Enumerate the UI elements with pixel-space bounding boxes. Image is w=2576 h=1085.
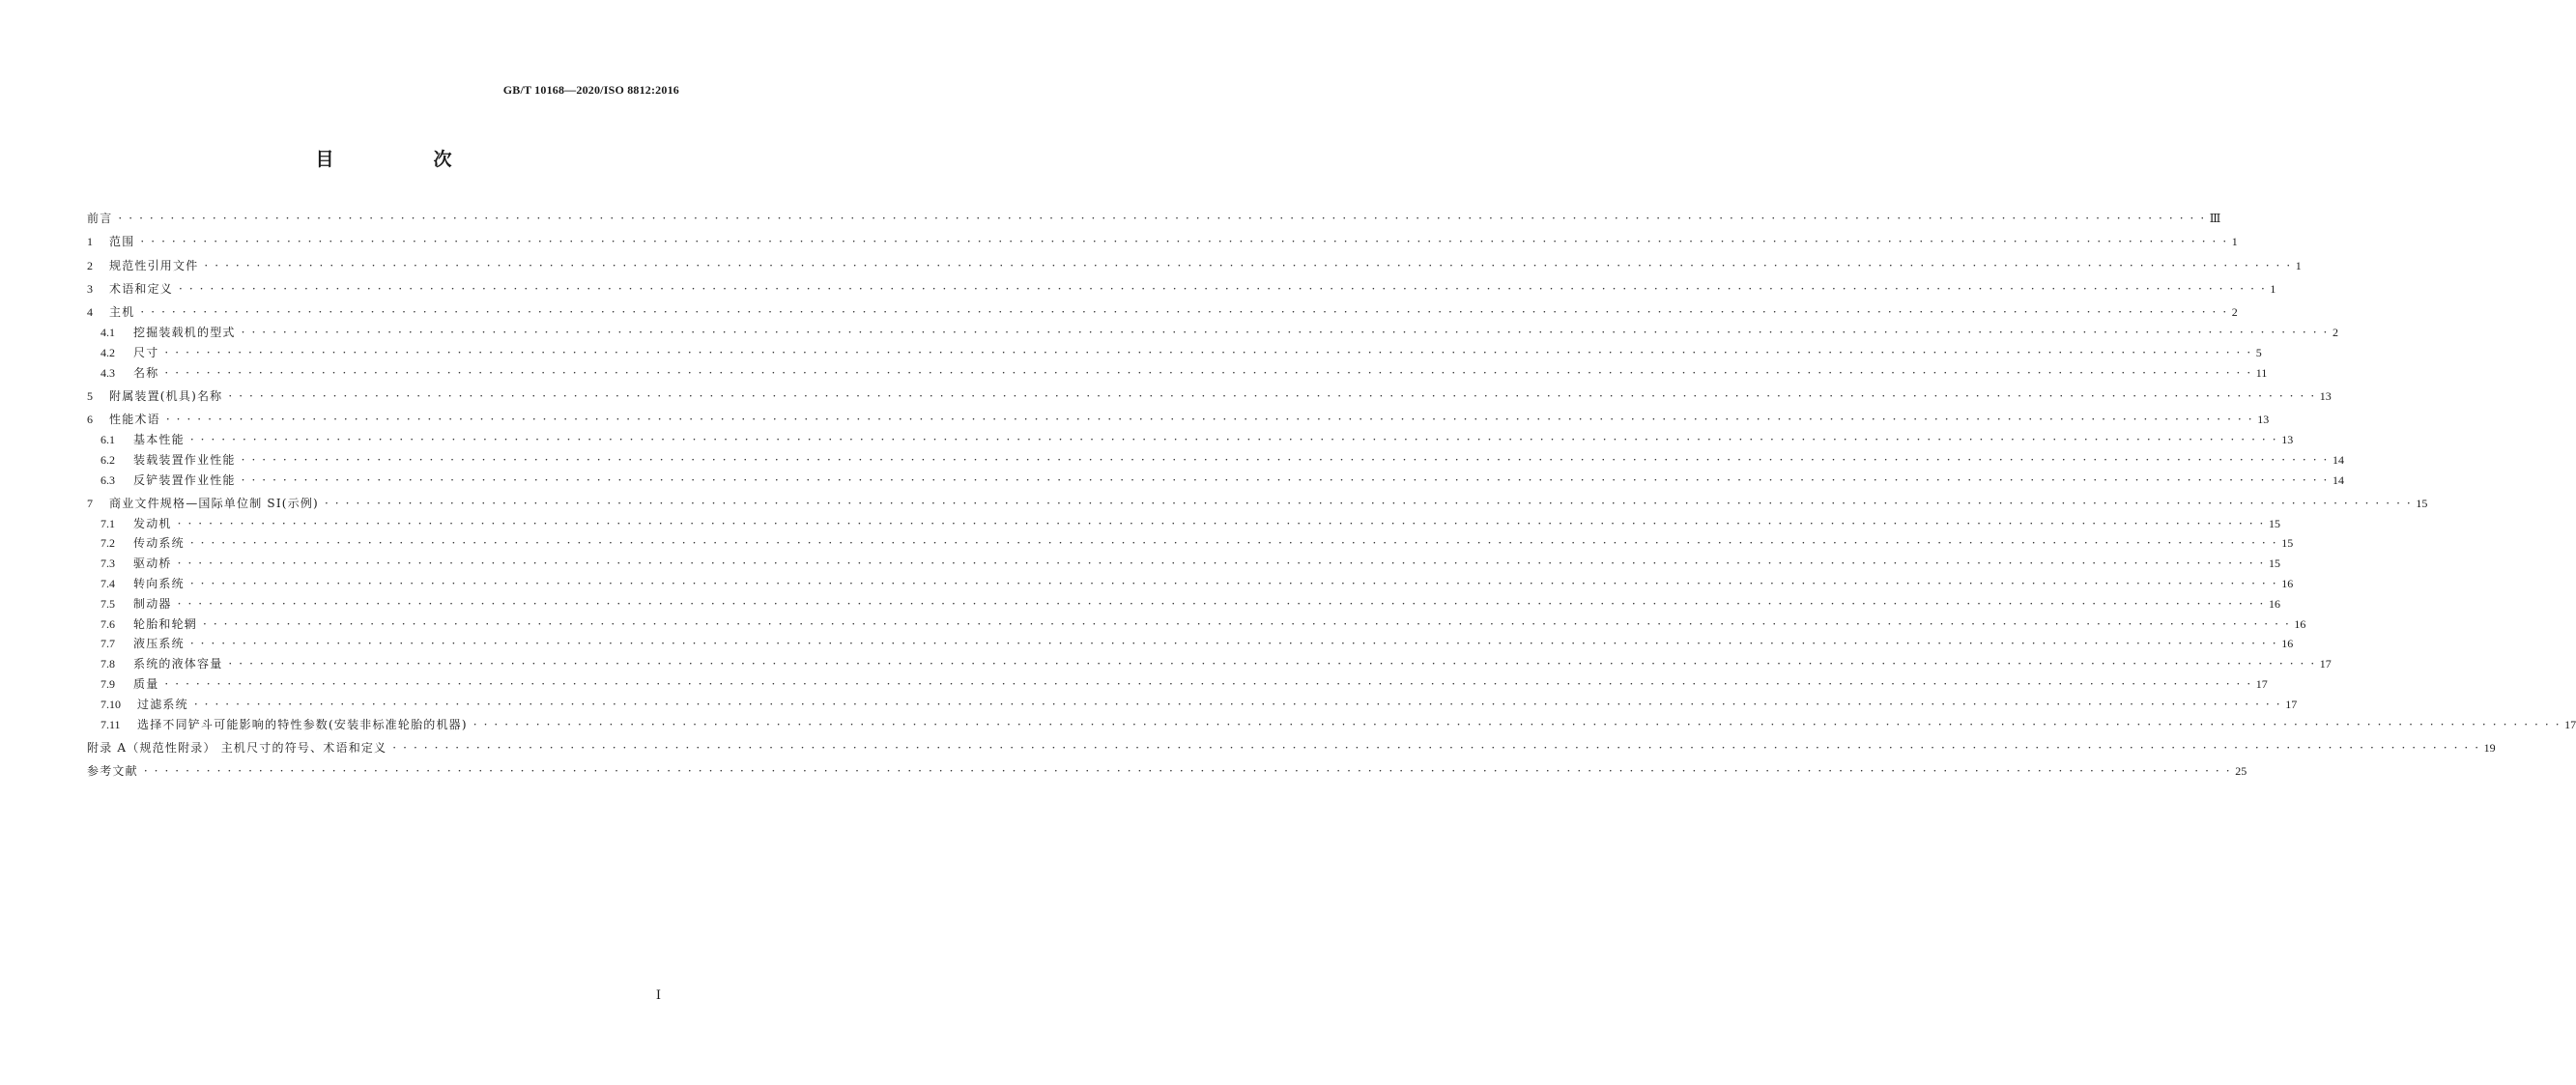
toc-leader-dots: · · · · · · · · · · · · · · · · · · · · · · · · · · · · · · · · · · · · · · · · · · · · · · · · · · · · · · · · · · · · · · · · · · · · · · · · · · · · · · · · · · · · · · · · · · · · · · · · · · · · · · · · · · · · · · · · · · · · · · · · · · · · · · · · · · · · · · · · · · · · · · · · · · · · · · · · · · · · · · · · · · · · · · · · · · · · · · · · · · · · · · · · · · · · · · · · · · · · · · · · [228,388,2316,403]
toc-leader-dots: · · · · · · · · · · · · · · · · · · · · · · · · · · · · · · · · · · · · · · · · · · · · · · · · · · · · · · · · · · · · · · · · · · · · · · · · · · · · · · · · · · · · · · · · · · · · · · · · · · · · · · · · · · · · · · · · · · · · · · · · · · · · · · · · · · · · · · · · · · · · · · · · · · · · · · · · · · · · · · · · · · · · · · · · · · · · · · · · · · · · · · · · · · · · · · · · · · · · · · · · [228,657,2316,671]
toc-entry-bibliography[interactable] [87,761,2247,782]
toc-entry-7-1[interactable] [87,514,2280,534]
toc-entry-number: 1 [87,235,93,249]
toc-entry-page: Ⅲ [2209,212,2221,225]
toc-entry-5[interactable] [87,386,2332,407]
toc-entry-number: 7.7 [100,637,115,651]
toc-entry-label: 挖掘装载机的型式 [133,325,236,339]
toc-entry-number: 6.1 [100,432,115,446]
toc-entry-page: 17 [2255,677,2268,692]
toc-leader-dots: · · · · · · · · · · · · · · · · · · · · · · · · · · · · · · · · · · · · · · · · · · · · · · · · · · · · · · · · · · · · · · · · · · · · · · · · · · · · · · · · · · · · · · · · · · · · · · · · · · · · · · · · · · · · · · · · · · · · · · · · · · · · · · · · · · · · · · · · · · · · · · · · · · · · · · · · · · · · · · · · · · · · · · · · · · · · · · · · · · · · · · · · · · · · · · · · · · · · · · · · [189,577,2278,591]
toc-entry-page: 15 [2268,516,2280,530]
toc-entry-label: 尺寸 [133,345,159,359]
toc-leader-dots: · · · · · · · · · · · · · · · · · · · · · · · · · · · · · · · · · · · · · · · · · · · · · · · · · · · · · · · · · · · · · · · · · · · · · · · · · · · · · · · · · · · · · · · · · · · · · · · · · · · · · · · · · · · · · · · · · · · · · · · · · · · · · · · · · · · · · · · · · · · · · · · · · · · · · · · · · · · · · · · · · · · · · · · · · · · · · · · · · · · · · · · · · · · · · · · · · · · · · · · · [189,637,2278,651]
toc-leader-dots: · · · · · · · · · · · · · · · · · · · · · · · · · · · · · · · · · · · · · · · · · · · · · · · · · · · · · · · · · · · · · · · · · · · · · · · · · · · · · · · · · · · · · · · · · · · · · · · · · · · · · · · · · · · · · · · · · · · · · · · · · · · · · · · · · · · · · · · · · · · · · · · · · · · · · · · · · · · · · · · · · · · · · · · · · · · · · · · · · · · · · · · · · · · · · · · · · · · · · · · · [164,677,2252,692]
toc-entry-number: 7.4 [100,577,115,591]
toc-entry-page: 2 [2332,325,2338,339]
toc-entry-7-2[interactable] [87,533,2294,554]
toc-leader-dots: · · · · · · · · · · · · · · · · · · · · · · · · · · · · · · · · · · · · · · · · · · · · · · · · · · · · · · · · · · · · · · · · · · · · · · · · · · · · · · · · · · · · · · · · · · · · · · · · · · · · · · · · · · · · · · · · · · · · · · · · · · · · · · · · · · · · · · · · · · · · · · · · · · · · · · · · · · · · · · · · · · · · · · · · · · · · · · · · · · · · · · · · · · · · · · · · · · · · · · · · [193,697,2282,711]
toc-entry-label: 液压系统 [133,637,185,651]
toc-entry-number: 2 [87,258,93,272]
toc-leader-dots: · · · · · · · · · · · · · · · · · · · · · · · · · · · · · · · · · · · · · · · · · · · · · · · · · · · · · · · · · · · · · · · · · · · · · · · · · · · · · · · · · · · · · · · · · · · · · · · · · · · · · · · · · · · · · · · · · · · · · · · · · · · · · · · · · · · · · · · · · · · · · · · · · · · · · · · · · · · · · · · · · · · · · · · · · · · · · · · · · · · · · · · · · · · · · · · · · · · · · · · · [203,616,2291,631]
toc-leader-dots: · · · · · · · · · · · · · · · · · · · · · · · · · · · · · · · · · · · · · · · · · · · · · · · · · · · · · · · · · · · · · · · · · · · · · · · · · · · · · · · · · · · · · · · · · · · · · · · · · · · · · · · · · · · · · · · · · · · · · · · · · · · · · · · · · · · · · · · · · · · · · · · · · · · · · · · · · · · · · · · · · · · · · · · · · · · · · · · · · · · · · · · · · · · · · · · · · · · · · · · · [118,212,2206,225]
toc-entry-number: 7.11 [100,717,121,731]
toc-entry-page: 17 [2285,697,2298,711]
toc-leader-dots: · · · · · · · · · · · · · · · · · · · · · · · · · · · · · · · · · · · · · · · · · · · · · · · · · · · · · · · · · · · · · · · · · · · · · · · · · · · · · · · · · · · · · · · · · · · · · · · · · · · · · · · · · · · · · · · · · · · · · · · · · · · · · · · · · · · · · · · · · · · · · · · · · · · · · · · · · · · · · · · · · · · · · · · · · · · · · · · · · · · · · · · · · · · · · · · · · · · · · · · · [164,365,2252,380]
toc-entry-number: 7.6 [100,616,115,631]
toc-leader-dots: · · · · · · · · · · · · · · · · · · · · · · · · · · · · · · · · · · · · · · · · · · · · · · · · · · · · · · · · · · · · · · · · · · · · · · · · · · · · · · · · · · · · · · · · · · · · · · · · · · · · · · · · · · · · · · · · · · · · · · · · · · · · · · · · · · · · · · · · · · · · · · · · · · · · · · · · · · · · · · · · · · · · · · · · · · · · · · · · · · · · · · · · · · · · · · · · · · · · · · · · [392,740,2480,755]
toc-entry-label: 基本性能 [133,432,185,446]
toc-entry-label: 附属装置(机具)名称 [109,388,223,403]
toc-entry-label: 装载装置作业性能 [133,452,236,467]
toc-entry-4-2[interactable] [87,343,2262,363]
toc-leader-dots: · · · · · · · · · · · · · · · · · · · · · · · · · · · · · · · · · · · · · · · · · · · · · · · · · · · · · · · · · · · · · · · · · · · · · · · · · · · · · · · · · · · · · · · · · · · · · · · · · · · · · · · · · · · · · · · · · · · · · · · · · · · · · · · · · · · · · · · · · · · · · · · · · · · · · · · · · · · · · · · · · · · · · · · · · · · · · · · · · · · · · · · · · · · · · · · · · · · · · · · · [179,281,2267,296]
toc-entry-number: 4 [87,305,93,320]
toc-entry-page: 13 [2281,432,2294,446]
toc-entry-7-9[interactable] [87,674,2268,695]
toc-entry-page: 16 [2281,637,2294,651]
toc-entry-7-10[interactable] [87,695,2298,715]
toc-entry-6-2[interactable] [87,450,2344,471]
toc-entry-6[interactable] [87,410,2270,430]
toc-entry-6-3[interactable] [87,471,2344,491]
toc-entry-4-3[interactable] [87,363,2268,384]
toc-entry-label: 发动机 [133,516,172,530]
toc-entry-label: 质量 [133,677,159,692]
toc-entry-7-4[interactable] [87,574,2294,594]
toc-entry-label: 名称 [133,365,159,380]
toc-entry-page: 2 [2231,305,2238,320]
toc-entry-label: 反铲装置作业性能 [133,472,236,487]
toc-entry-number: 7.3 [100,557,115,571]
toc-leader-dots: · · · · · · · · · · · · · · · · · · · · · · · · · · · · · · · · · · · · · · · · · · · · · · · · · · · · · · · · · · · · · · · · · · · · · · · · · · · · · · · · · · · · · · · · · · · · · · · · · · · · · · · · · · · · · · · · · · · · · · · · · · · · · · · · · · · · · · · · · · · · · · · · · · · · · · · · · · · · · · · · · · · · · · · · · · · · · · · · · · · · · · · · · · · · · · · · · · · · · · · · [177,516,2265,530]
toc-entry-page: 17 [2319,657,2332,671]
table-of-contents [87,209,2576,782]
toc-entry-6-1[interactable] [87,430,2294,450]
toc-entry-label: 主机 [109,305,135,320]
toc-entry-label: 前言 [87,212,113,225]
toc-entry-number: 6.3 [100,472,115,487]
toc-entry-4-1[interactable] [87,323,2338,343]
toc-entry-2[interactable] [87,256,2302,276]
toc-entry-page: 1 [2270,281,2276,296]
toc-entry-label: 范围 [109,235,135,249]
toc-entry-number: 4.3 [100,365,115,380]
toc-entry-number: 6.2 [100,452,115,467]
toc-entry-7-11[interactable] [87,715,2576,735]
toc-entry-label: 选择不同铲斗可能影响的特性参数(安装非标准轮胎的机器) [137,717,468,731]
toc-entry-number: 7.1 [100,516,115,530]
toc-entry-page: 17 [2564,717,2576,731]
toc-entry-label: 驱动桥 [133,557,172,571]
toc-entry-number: 3 [87,281,93,296]
toc-entry-7-3[interactable] [87,554,2280,574]
toc-entry-page: 16 [2281,577,2294,591]
toc-entry-label: 系统的液体容量 [133,657,223,671]
toc-entry-label: 规范性引用文件 [109,258,199,272]
page-number: Ⅰ [655,987,661,1002]
toc-entry-7-7[interactable] [87,634,2294,654]
toc-leader-dots: · · · · · · · · · · · · · · · · · · · · · · · · · · · · · · · · · · · · · · · · · · · · · · · · · · · · · · · · · · · · · · · · · · · · · · · · · · · · · · · · · · · · · · · · · · · · · · · · · · · · · · · · · · · · · · · · · · · · · · · · · · · · · · · · · · · · · · · · · · · · · · · · · · · · · · · · · · · · · · · · · · · · · · · · · · · · · · · · · · · · · · · · · · · · · · · · · · · · · · · · [241,452,2329,467]
standard-code-header: GB/T 10168—2020/ISO 8812:2016 [502,83,679,97]
toc-entry-page: 16 [2268,596,2280,611]
toc-entry-page: 19 [2483,740,2496,755]
toc-entry-7-6[interactable] [87,614,2306,635]
toc-entry-3[interactable] [87,279,2276,300]
toc-entry-label: 术语和定义 [109,281,174,296]
toc-entry-number: 7.8 [100,657,115,671]
toc-leader-dots: · · · · · · · · · · · · · · · · · · · · · · · · · · · · · · · · · · · · · · · · · · · · · · · · · · · · · · · · · · · · · · · · · · · · · · · · · · · · · · · · · · · · · · · · · · · · · · · · · · · · · · · · · · · · · · · · · · · · · · · · · · · · · · · · · · · · · · · · · · · · · · · · · · · · · · · · · · · · · · · · · · · · · · · · · · · · · · · · · · · · · · · · · · · · · · · · · · · · · · · · [177,596,2265,611]
toc-entry-number: 7.9 [100,677,115,692]
toc-entry-7-5[interactable] [87,594,2280,614]
toc-entry-page: 25 [2235,764,2247,779]
toc-leader-dots: · · · · · · · · · · · · · · · · · · · · · · · · · · · · · · · · · · · · · · · · · · · · · · · · · · · · · · · · · · · · · · · · · · · · · · · · · · · · · · · · · · · · · · · · · · · · · · · · · · · · · · · · · · · · · · · · · · · · · · · · · · · · · · · · · · · · · · · · · · · · · · · · · · · · · · · · · · · · · · · · · · · · · · · · · · · · · · · · · · · · · · · · · · · · · · · · · · · · · · · · [241,325,2329,339]
toc-leader-dots: · · · · · · · · · · · · · · · · · · · · · · · · · · · · · · · · · · · · · · · · · · · · · · · · · · · · · · · · · · · · · · · · · · · · · · · · · · · · · · · · · · · · · · · · · · · · · · · · · · · · · · · · · · · · · · · · · · · · · · · · · · · · · · · · · · · · · · · · · · · · · · · · · · · · · · · · · · · · · · · · · · · · · · · · · · · · · · · · · · · · · · · · · · · · · · · · · · · · · · · · [140,305,2228,320]
toc-entry-label: 参考文献 [87,764,138,779]
toc-entry-label: 附录 A（规范性附录） 主机尺寸的符号、术语和定义 [87,740,387,755]
toc-entry-label: 性能术语 [109,413,160,427]
toc-leader-dots: · · · · · · · · · · · · · · · · · · · · · · · · · · · · · · · · · · · · · · · · · · · · · · · · · · · · · · · · · · · · · · · · · · · · · · · · · · · · · · · · · · · · · · · · · · · · · · · · · · · · · · · · · · · · · · · · · · · · · · · · · · · · · · · · · · · · · · · · · · · · · · · · · · · · · · · · · · · · · · · · · · · · · · · · · · · · · · · · · · · · · · · · · · · · · · · · · · · · · · · · [189,432,2278,446]
toc-entry-number: 7 [87,496,93,510]
toc-leader-dots: · · · · · · · · · · · · · · · · · · · · · · · · · · · · · · · · · · · · · · · · · · · · · · · · · · · · · · · · · · · · · · · · · · · · · · · · · · · · · · · · · · · · · · · · · · · · · · · · · · · · · · · · · · · · · · · · · · · · · · · · · · · · · · · · · · · · · · · · · · · · · · · · · · · · · · · · · · · · · · · · · · · · · · · · · · · · · · · · · · · · · · · · · · · · · · · · · · · · · · · · [189,536,2278,551]
toc-entry-page: 16 [2294,616,2306,631]
toc-entry-page: 14 [2332,452,2344,467]
toc-leader-dots: · · · · · · · · · · · · · · · · · · · · · · · · · · · · · · · · · · · · · · · · · · · · · · · · · · · · · · · · · · · · · · · · · · · · · · · · · · · · · · · · · · · · · · · · · · · · · · · · · · · · · · · · · · · · · · · · · · · · · · · · · · · · · · · · · · · · · · · · · · · · · · · · · · · · · · · · · · · · · · · · · · · · · · · · · · · · · · · · · · · · · · · · · · · · · · · · · · · · · · · · [143,764,2232,779]
toc-entry-page: 11 [2255,365,2268,380]
toc-entry-label: 过滤系统 [137,697,188,711]
toc-title: 目 次 [315,149,493,170]
toc-entry-page: 1 [2231,235,2238,249]
toc-entry-7-8[interactable] [87,654,2332,674]
toc-entry-page: 15 [2416,496,2428,510]
toc-entry-foreword[interactable] [87,209,2221,229]
toc-leader-dots: · · · · · · · · · · · · · · · · · · · · · · · · · · · · · · · · · · · · · · · · · · · · · · · · · · · · · · · · · · · · · · · · · · · · · · · · · · · · · · · · · · · · · · · · · · · · · · · · · · · · · · · · · · · · · · · · · · · · · · · · · · · · · · · · · · · · · · · · · · · · · · · · · · · · · · · · · · · · · · · · · · · · · · · · · · · · · · · · · · · · · · · · · · · · · · · · · · · · · · · · [164,345,2252,359]
toc-leader-dots: · · · · · · · · · · · · · · · · · · · · · · · · · · · · · · · · · · · · · · · · · · · · · · · · · · · · · · · · · · · · · · · · · · · · · · · · · · · · · · · · · · · · · · · · · · · · · · · · · · · · · · · · · · · · · · · · · · · · · · · · · · · · · · · · · · · · · · · · · · · · · · · · · · · · · · · · · · · · · · · · · · · · · · · · · · · · · · · · · · · · · · · · · · · · · · · · · · · · · · · · [177,557,2265,571]
toc-entry-page: 15 [2281,536,2294,551]
toc-entry-label: 转向系统 [133,577,185,591]
toc-entry-number: 7.5 [100,596,115,611]
toc-leader-dots: · · · · · · · · · · · · · · · · · · · · · · · · · · · · · · · · · · · · · · · · · · · · · · · · · · · · · · · · · · · · · · · · · · · · · · · · · · · · · · · · · · · · · · · · · · · · · · · · · · · · · · · · · · · · · · · · · · · · · · · · · · · · · · · · · · · · · · · · · · · · · · · · · · · · · · · · · · · · · · · · · · · · · · · · · · · · · · · · · · · · · · · · · · · · · · · · · · · · · · · · [204,258,2292,272]
toc-leader-dots: · · · · · · · · · · · · · · · · · · · · · · · · · · · · · · · · · · · · · · · · · · · · · · · · · · · · · · · · · · · · · · · · · · · · · · · · · · · · · · · · · · · · · · · · · · · · · · · · · · · · · · · · · · · · · · · · · · · · · · · · · · · · · · · · · · · · · · · · · · · · · · · · · · · · · · · · · · · · · · · · · · · · · · · · · · · · · · · · · · · · · · · · · · · · · · · · · · · · · · · · [472,717,2562,731]
toc-entry-number: 5 [87,388,93,403]
toc-entry-number: 7.2 [100,536,115,551]
toc-entry-number: 7.10 [100,697,121,711]
toc-entry-page: 13 [2257,413,2270,427]
toc-entry-7[interactable] [87,494,2428,514]
toc-entry-page: 13 [2319,388,2332,403]
toc-leader-dots: · · · · · · · · · · · · · · · · · · · · · · · · · · · · · · · · · · · · · · · · · · · · · · · · · · · · · · · · · · · · · · · · · · · · · · · · · · · · · · · · · · · · · · · · · · · · · · · · · · · · · · · · · · · · · · · · · · · · · · · · · · · · · · · · · · · · · · · · · · · · · · · · · · · · · · · · · · · · · · · · · · · · · · · · · · · · · · · · · · · · · · · · · · · · · · · · · · · · · · · · [165,413,2254,427]
toc-entry-page: 5 [2255,345,2262,359]
toc-entry-1[interactable] [87,232,2238,252]
toc-leader-dots: · · · · · · · · · · · · · · · · · · · · · · · · · · · · · · · · · · · · · · · · · · · · · · · · · · · · · · · · · · · · · · · · · · · · · · · · · · · · · · · · · · · · · · · · · · · · · · · · · · · · · · · · · · · · · · · · · · · · · · · · · · · · · · · · · · · · · · · · · · · · · · · · · · · · · · · · · · · · · · · · · · · · · · · · · · · · · · · · · · · · · · · · · · · · · · · · · · · · · · · · [140,235,2228,249]
toc-leader-dots: · · · · · · · · · · · · · · · · · · · · · · · · · · · · · · · · · · · · · · · · · · · · · · · · · · · · · · · · · · · · · · · · · · · · · · · · · · · · · · · · · · · · · · · · · · · · · · · · · · · · · · · · · · · · · · · · · · · · · · · · · · · · · · · · · · · · · · · · · · · · · · · · · · · · · · · · · · · · · · · · · · · · · · · · · · · · · · · · · · · · · · · · · · · · · · · · · · · · · · · · [324,496,2413,510]
toc-entry-label: 商业文件规格—国际单位制 SI(示例) [109,496,319,510]
toc-entry-number: 4.2 [100,345,115,359]
toc-entry-number: 4.1 [100,325,115,339]
toc-entry-label: 制动器 [133,596,172,611]
toc-entry-label: 轮胎和轮辋 [133,616,198,631]
toc-entry-page: 15 [2268,557,2280,571]
toc-entry-number: 6 [87,413,93,427]
toc-leader-dots: · · · · · · · · · · · · · · · · · · · · · · · · · · · · · · · · · · · · · · · · · · · · · · · · · · · · · · · · · · · · · · · · · · · · · · · · · · · · · · · · · · · · · · · · · · · · · · · · · · · · · · · · · · · · · · · · · · · · · · · · · · · · · · · · · · · · · · · · · · · · · · · · · · · · · · · · · · · · · · · · · · · · · · · · · · · · · · · · · · · · · · · · · · · · · · · · · · · · · · · · [241,472,2329,487]
toc-entry-4[interactable] [87,302,2238,323]
toc-entry-page: 14 [2332,472,2344,487]
toc-entry-label: 传动系统 [133,536,185,551]
toc-entry-page: 1 [2295,258,2302,272]
toc-entry-annex-a[interactable] [87,738,2496,758]
